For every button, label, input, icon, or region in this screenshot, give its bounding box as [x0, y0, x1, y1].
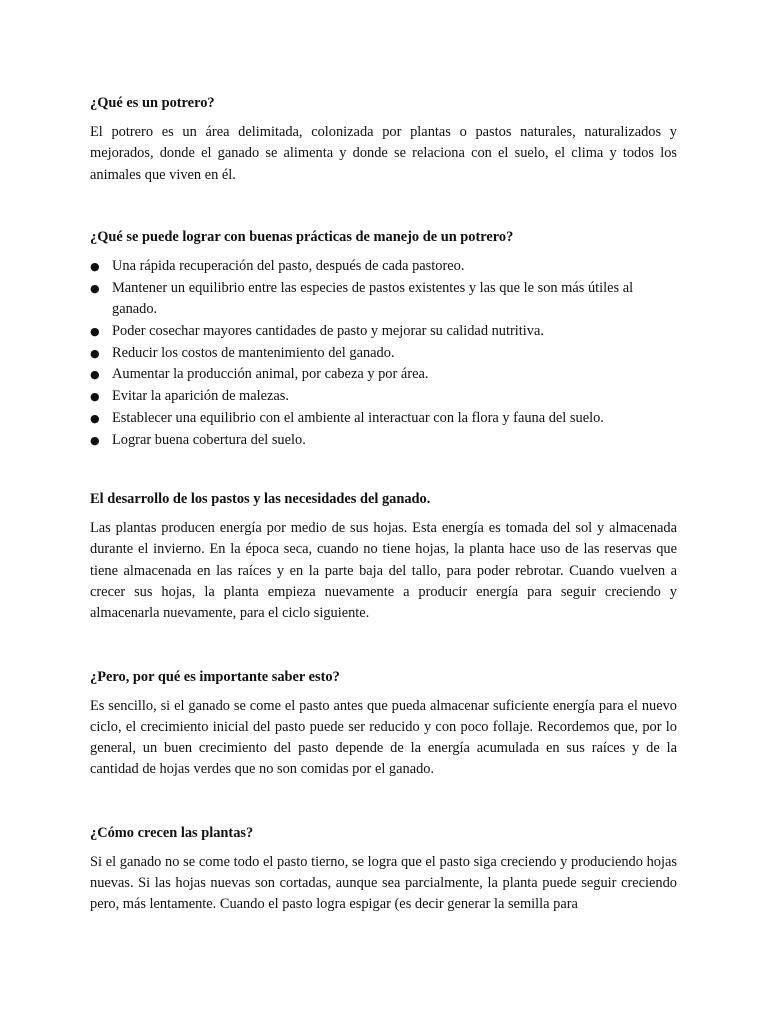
section-buenas-practicas — [90, 227, 677, 451]
list-item-text: Establecer una equilibrio con el ambiente al interactuar con la flora y fauna del suelo. — [112, 409, 604, 426]
list-item-text: Reducir los costos de mantenimiento del ganado. — [112, 344, 395, 361]
list-item — [90, 364, 677, 385]
list-item-text: Poder cosechar mayores cantidades de pasto y mejorar su calidad nutritiva. — [112, 322, 544, 339]
section-heading: ¿Cómo crecen las plantas? — [90, 824, 254, 841]
section-que-es-un-potrero — [90, 93, 677, 186]
list-item — [90, 256, 677, 277]
bullet-icon: ● — [90, 346, 100, 360]
section-como-crecen — [90, 823, 677, 916]
list-item — [90, 408, 677, 429]
bullet-icon: ● — [90, 281, 100, 295]
list-item — [90, 278, 677, 321]
list-item — [90, 430, 677, 451]
list-item-text: Aumentar la producción animal, por cabeza y por área. — [112, 366, 429, 383]
section-heading: ¿Pero, por qué es importante saber esto? — [90, 668, 340, 685]
bullet-icon: ● — [90, 259, 100, 273]
section-desarrollo-pastos — [90, 489, 677, 624]
list-item-text: Evitar la aparición de malezas. — [112, 388, 289, 405]
bullet-icon: ● — [90, 433, 100, 447]
list-item-text: Mantener un equilibrio entre las especies de pastos existentes y las que le son más útiles al ganado. — [112, 279, 634, 317]
list-item — [90, 321, 677, 342]
section-heading: ¿Qué se puede lograr con buenas prácticas de manejo de un potrero? — [90, 228, 514, 245]
bullet-icon: ● — [90, 368, 100, 382]
section-paragraph: El potrero es un área delimitada, colonizada por plantas o pastos naturales, naturalizados y mejorados, donde el ganado se alimenta y donde se relaciona con el suelo, el clima y todos los animales que viven en él. — [90, 124, 677, 183]
list-item — [90, 343, 677, 364]
list-item-text: Una rápida recuperación del pasto, después de cada pastoreo. — [112, 257, 465, 274]
section-paragraph: Si el ganado no se come todo el pasto tierno, se logra que el pasto siga creciendo y produciendo hojas nuevas. Si las hojas nuevas son cortadas, aunque sea parcialmente, la planta puede seguir creciendo pero, más lentamente. Cuando el pasto logra espigar (es decir generar la semilla para — [90, 853, 677, 913]
section-heading: El desarrollo de los pastos y las necesidades del ganado. — [90, 491, 431, 508]
section-paragraph: Las plantas producen energía por medio de sus hojas. Esta energía es tomada del sol y almacenada durante el invierno. En la época seca, cuando no tiene hojas, la planta hace uso de las reservas que tiene almacenada en las raíces y en la parte baja del tallo, para poder rebrotar. Cuando vuelven a crecer sus hojas, la planta empieza nuevamente a producir energía para seguir creciendo y almacenarla nuevamente, para el ciclo siguiente. — [90, 520, 677, 622]
document-page — [90, 93, 677, 916]
section-heading: ¿Qué es un potrero? — [90, 95, 215, 111]
bullet-list — [90, 256, 677, 451]
bullet-icon: ● — [90, 324, 100, 338]
bullet-icon: ● — [90, 411, 100, 425]
list-item-text: Lograr buena cobertura del suelo. — [112, 431, 306, 448]
section-por-que-importante — [90, 667, 677, 781]
list-item — [90, 386, 677, 407]
section-paragraph: Es sencillo, si el ganado se come el pasto antes que pueda almacenar suficiente energía para el nuevo ciclo, el crecimiento inicial del pasto puede ser reducido y con poco follaje. Recordemos que, por lo general, un buen crecimiento del pasto depende de la energía acumulada en sus raíces y de la cantidad de hojas verdes que no son comidas por el ganado. — [90, 697, 677, 778]
bullet-icon: ● — [90, 390, 100, 404]
